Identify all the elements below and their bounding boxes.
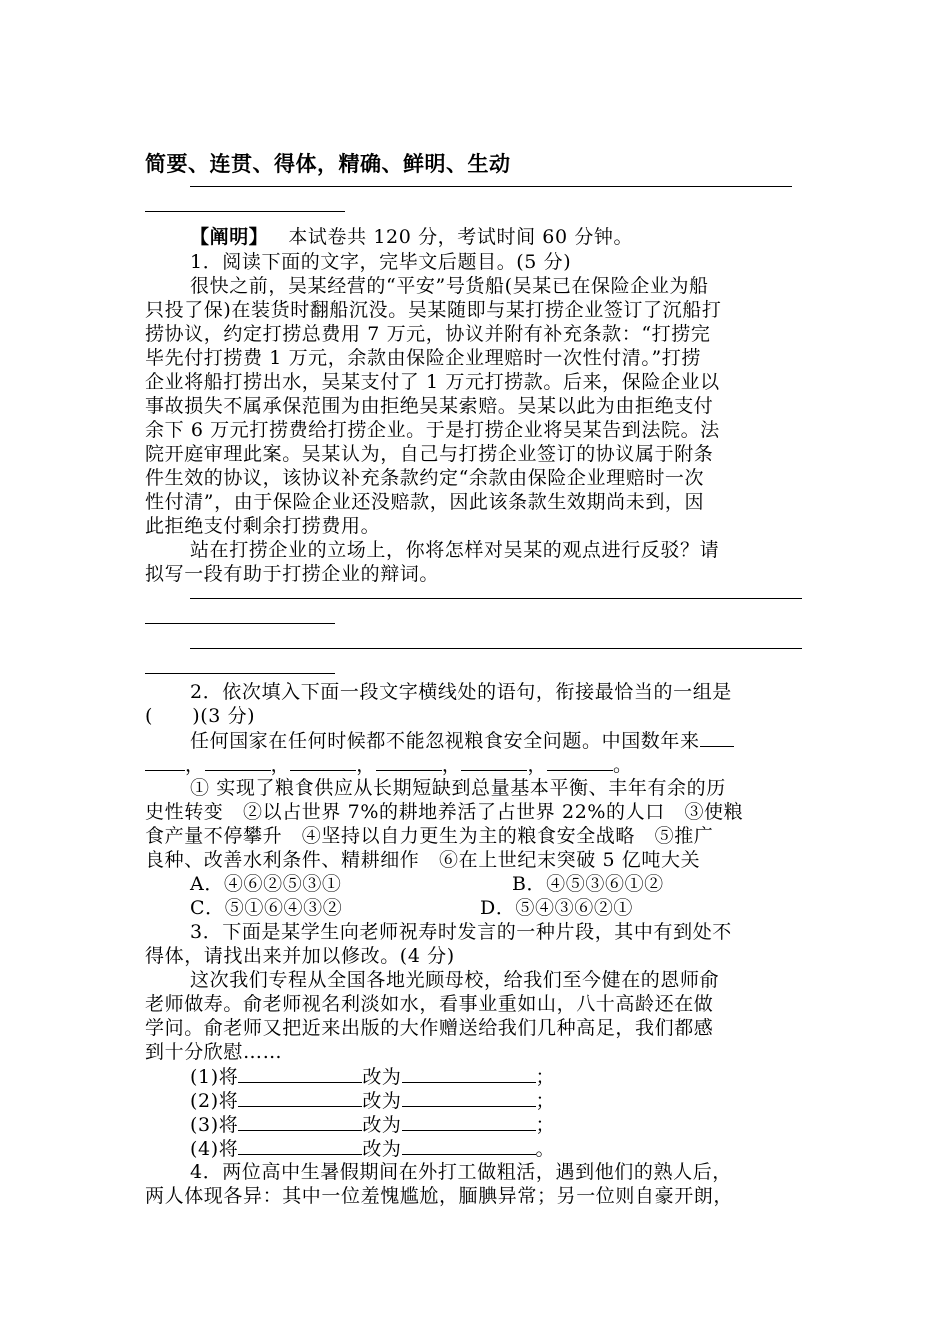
q3-blank-original[interactable] — [238, 1064, 362, 1083]
q2-blank[interactable] — [700, 728, 734, 747]
q2-comma: ， — [270, 754, 291, 776]
q2-choice-a[interactable]: A．④⑥②⑤③① — [190, 873, 342, 895]
q3-answer-row — [190, 1112, 555, 1137]
q1-answer-line[interactable] — [145, 673, 335, 674]
q1-passage-line: 院开庭审理此案。吴某认为，自己与打捞企业签订的协议属于附条 — [145, 443, 714, 465]
q3-blank-original[interactable] — [238, 1136, 362, 1155]
q3-row-mid: 改为 — [362, 1090, 402, 1112]
q2-choice-c[interactable]: C．⑤①⑥④③② — [190, 897, 343, 919]
q1-answer-line[interactable] — [190, 598, 802, 599]
q3-answer-row — [190, 1088, 555, 1113]
q4-stem-cont: 两人体现各异：其中一位羞愧尴尬，腼腆异常；另一位则自豪开朗， — [145, 1185, 734, 1207]
q3-answer-row — [190, 1064, 555, 1089]
q3-blank-revised[interactable] — [402, 1136, 536, 1155]
q2-comma: ， — [356, 754, 376, 776]
notice-line — [190, 225, 633, 249]
q1-answer-line[interactable] — [190, 648, 802, 649]
q3-stem: 3．下面是某学生向老师祝寿时发言的一种片段，其中有到处不 — [190, 921, 732, 943]
q3-row-end: ； — [535, 1066, 556, 1088]
q3-blank-revised[interactable] — [402, 1064, 536, 1083]
q3-passage-line: 学问。俞老师又把近来出版的大作赠送给我们几种高足，我们都感 — [145, 1017, 714, 1039]
q2-passage — [190, 728, 734, 753]
q3-passage-line: 这次我们专程从全国各地光顾母校，给我们至今健在的恩师俞 — [190, 969, 720, 991]
q2-blank[interactable] — [461, 752, 527, 771]
q4-stem: 4．两位高中生暑假期间在外打工做粗活，遇到他们的熟人后， — [190, 1161, 732, 1183]
q1-passage-line: 只投了保)在装货时翻船沉没。吴某随即与某打捞企业签订了沉船打 — [145, 299, 722, 321]
q2-option-line: 良种、改善水利条件、精耕细作 ⑥在上世纪末突破 5 亿吨大关 — [145, 849, 701, 871]
q2-blank[interactable] — [205, 752, 271, 771]
q2-stem: 2．依次填入下面一段文字横线处的语句，衔接最恰当的一组是 — [190, 681, 732, 703]
q1-prompt-line: 拟写一段有助于打捞企业的辩词。 — [145, 563, 440, 585]
q3-blank-original[interactable] — [238, 1088, 362, 1107]
q1-passage-line: 件生效的协议，该协议补充条款约定“余款由保险企业理赔时一次 — [145, 467, 705, 489]
notice-text: 本试卷共 120 分，考试时间 60 分钟。 — [288, 226, 634, 248]
q2-blank[interactable] — [547, 752, 613, 771]
q1-answer-line[interactable] — [145, 623, 335, 624]
q3-passage-line: 到十分欣慰…… — [145, 1041, 283, 1063]
title-underline — [190, 186, 792, 187]
q1-passage-line: 企业将船打捞出水，吴某支付了 1 万元打捞款。后来，保险企业以 — [145, 371, 720, 393]
q3-row-prefix: (1)将 — [190, 1066, 239, 1088]
q3-blank-revised[interactable] — [402, 1088, 536, 1107]
q1-passage-line: 毕先付打捞费 1 万元，余款由保险企业理赔时一次性付清。”打捞 — [145, 347, 701, 369]
q3-row-end: ； — [535, 1090, 556, 1112]
q3-blank-original[interactable] — [238, 1112, 362, 1131]
q3-row-mid: 改为 — [362, 1138, 402, 1160]
q2-option-line: ① 实现了粮食供应从长期短缺到总量基本平衡、丰年有余的历 — [190, 777, 726, 799]
q2-period: 。 — [613, 754, 633, 776]
q2-blank[interactable] — [145, 752, 185, 771]
notice-label: 【阐明】 — [190, 226, 269, 248]
q1-passage-line: 此拒绝支付剩余打捞费用。 — [145, 515, 381, 537]
q3-row-mid: 改为 — [362, 1114, 402, 1136]
q1-prompt-line: 站在打捞企业的立场上，你将怎样对吴某的观点进行反驳？请 — [190, 539, 720, 561]
q2-option-line: 食产量不停攀升 ④坚持以自力更生为主的粮食安全战略 ⑤推广 — [145, 825, 714, 847]
q2-comma: ， — [527, 754, 548, 776]
q3-blank-revised[interactable] — [402, 1112, 536, 1131]
q2-option-line: 史性转变 ②以占世界 7%的耕地养活了占世界 22%的人口 ③使粮 — [145, 801, 744, 823]
q2-stem-cont: ( )(3 分) — [145, 705, 256, 727]
q2-passage-text: 任何国家在任何时候都不能忽视粮食安全问题。中国数年来 — [190, 730, 700, 752]
q1-passage-line: 事故损失不属承保范围为由拒绝吴某索赔。吴某以此为由拒绝支付 — [145, 395, 714, 417]
q3-row-prefix: (2)将 — [190, 1090, 239, 1112]
q2-blank[interactable] — [376, 752, 442, 771]
title-underline-short — [145, 211, 345, 212]
q3-row-end: ； — [535, 1114, 556, 1136]
q1-passage-line: 捞协议，约定打捞总费用 7 万元，协议并附有补充条款：“打捞完 — [145, 323, 711, 345]
q3-row-mid: 改为 — [362, 1066, 402, 1088]
q3-row-prefix: (4)将 — [190, 1138, 239, 1160]
q3-answer-row — [190, 1136, 555, 1161]
q2-comma: ， — [185, 754, 205, 776]
q2-blanks-line — [145, 752, 633, 777]
q3-stem-cont: 得体，请找出来并加以修改。(4 分) — [145, 945, 455, 967]
q1-passage-line: 很快之前，吴某经营的“平安”号货船(吴某已在保险企业为船 — [190, 275, 709, 297]
q3-row-end: 。 — [535, 1138, 556, 1160]
page-title: 简要、连贯、得体，精确、鲜明、生动 — [145, 152, 511, 176]
q2-comma: ， — [441, 754, 462, 776]
q1-passage-line: 余下 6 万元打捞费给打捞企业。于是打捞企业将吴某告到法院。法 — [145, 419, 720, 441]
q3-row-prefix: (3)将 — [190, 1114, 239, 1136]
q1-passage-line: 性付清”，由于保险企业还没赔款，因此该条款生效期尚未到，因 — [145, 491, 705, 513]
q1-stem: 1．阅读下面的文字，完毕文后题目。(5 分) — [190, 251, 572, 273]
q3-passage-line: 老师做寿。俞老师视名利淡如水，看事业重如山，八十高龄还在做 — [145, 993, 714, 1015]
q2-choice-b[interactable]: B．④⑤③⑥①② — [512, 873, 664, 895]
q2-choice-d[interactable]: D．⑤④③⑥②① — [480, 897, 634, 919]
q2-blank[interactable] — [290, 752, 356, 771]
